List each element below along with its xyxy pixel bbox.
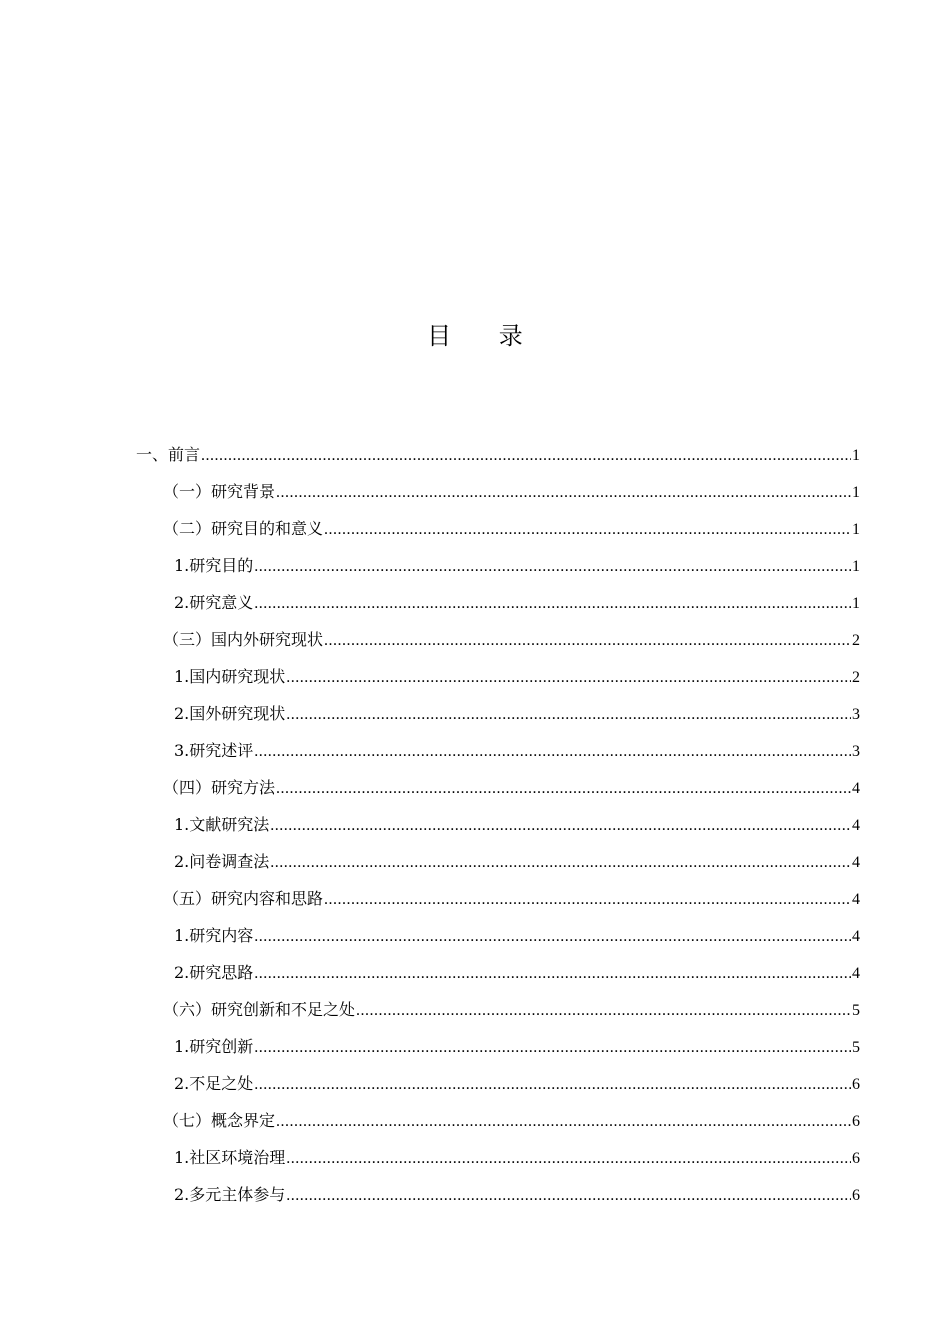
- toc-entry[interactable]: [136, 1143, 860, 1180]
- toc-dot-leader: [201, 441, 851, 471]
- toc-entry[interactable]: [136, 736, 860, 773]
- toc-entry-label: 1.研究内容: [174, 926, 254, 945]
- toc-entry[interactable]: [136, 551, 860, 588]
- toc-dot-leader: [254, 552, 851, 582]
- toc-dot-leader: [324, 515, 851, 545]
- toc-entry-label: 2.研究意义: [174, 593, 254, 612]
- toc-dot-leader: [286, 700, 851, 730]
- toc-entry-label: 1.文献研究法: [174, 815, 270, 834]
- toc-page-number: 2: [852, 632, 860, 649]
- toc-dot-leader: [276, 1107, 851, 1137]
- toc-entry[interactable]: [136, 847, 860, 884]
- toc-page-number: 1: [852, 595, 860, 612]
- toc-page-number: 1: [852, 447, 860, 464]
- toc-entry[interactable]: [136, 440, 860, 477]
- toc-entry-label: 2.多元主体参与: [174, 1185, 286, 1204]
- toc-page-number: 4: [852, 854, 860, 871]
- toc-dot-leader: [270, 811, 851, 841]
- toc-dot-leader: [286, 1181, 851, 1211]
- toc-entry-label: 1.研究创新: [174, 1037, 254, 1056]
- toc-entry[interactable]: [136, 477, 860, 514]
- toc-entry-label: 2.国外研究现状: [174, 704, 286, 723]
- toc-page-number: 6: [852, 1187, 860, 1204]
- toc-dot-leader: [324, 626, 851, 656]
- toc-entry-label: 1.国内研究现状: [174, 667, 286, 686]
- toc-page-number: 5: [852, 1002, 860, 1019]
- toc-entry-label: 2.不足之处: [174, 1074, 254, 1093]
- toc-title: 目 录: [427, 322, 543, 350]
- toc-dot-leader: [254, 1070, 851, 1100]
- toc-entry-label: （一）研究背景: [163, 482, 276, 501]
- toc-dot-leader: [286, 1144, 851, 1174]
- toc-dot-leader: [254, 737, 851, 767]
- toc-entry[interactable]: [136, 958, 860, 995]
- toc-page-number: 4: [852, 780, 860, 797]
- toc-page-number: 6: [852, 1076, 860, 1093]
- toc-entry[interactable]: [136, 588, 860, 625]
- toc-entry[interactable]: [136, 1032, 860, 1069]
- toc-list: [136, 440, 860, 1217]
- toc-entry-label: （七）概念界定: [163, 1111, 276, 1130]
- toc-page-number: 6: [852, 1113, 860, 1130]
- toc-dot-leader: [254, 1033, 851, 1063]
- toc-entry[interactable]: [136, 810, 860, 847]
- toc-entry-label: （四）研究方法: [163, 778, 276, 797]
- toc-entry-label: 2.研究思路: [174, 963, 254, 982]
- toc-entry-label: 1.研究目的: [174, 556, 254, 575]
- toc-entry[interactable]: [136, 1069, 860, 1106]
- toc-dot-leader: [254, 922, 851, 952]
- toc-entry-label: 1.社区环境治理: [174, 1148, 286, 1167]
- toc-dot-leader: [254, 589, 851, 619]
- toc-entry[interactable]: [136, 514, 860, 551]
- toc-entry-label: （三）国内外研究现状: [163, 630, 324, 649]
- toc-entry-label: 3.研究述评: [174, 741, 254, 760]
- toc-entry[interactable]: [136, 884, 860, 921]
- toc-dot-leader: [356, 996, 851, 1026]
- toc-entry[interactable]: [136, 995, 860, 1032]
- toc-entry[interactable]: [136, 1106, 860, 1143]
- toc-dot-leader: [276, 478, 851, 508]
- toc-dot-leader: [276, 774, 851, 804]
- toc-page-number: 1: [852, 484, 860, 501]
- toc-entry[interactable]: [136, 662, 860, 699]
- toc-entry[interactable]: [136, 625, 860, 662]
- toc-entry-label: 一、前言: [136, 445, 201, 464]
- toc-dot-leader: [286, 663, 851, 693]
- toc-entry[interactable]: [136, 921, 860, 958]
- toc-entry[interactable]: [136, 1180, 860, 1217]
- toc-entry-label: （五）研究内容和思路: [163, 889, 324, 908]
- toc-entry[interactable]: [136, 773, 860, 810]
- toc-page-number: 4: [852, 928, 860, 945]
- toc-entry-label: （二）研究目的和意义: [163, 519, 324, 538]
- toc-page-number: 3: [852, 706, 860, 723]
- toc-entry[interactable]: [136, 699, 860, 736]
- toc-page-number: 3: [852, 743, 860, 760]
- toc-page-number: 6: [852, 1150, 860, 1167]
- toc-entry-label: 2.问卷调查法: [174, 852, 270, 871]
- toc-page-number: 4: [852, 891, 860, 908]
- toc-page-number: 1: [852, 558, 860, 575]
- toc-page-number: 5: [852, 1039, 860, 1056]
- toc-dot-leader: [324, 885, 851, 915]
- toc-page-number: 2: [852, 669, 860, 686]
- toc-page-number: 1: [852, 521, 860, 538]
- toc-page-number: 4: [852, 817, 860, 834]
- toc-page-number: 4: [852, 965, 860, 982]
- toc-entry-label: （六）研究创新和不足之处: [163, 1000, 356, 1019]
- toc-dot-leader: [270, 848, 851, 878]
- toc-dot-leader: [254, 959, 851, 989]
